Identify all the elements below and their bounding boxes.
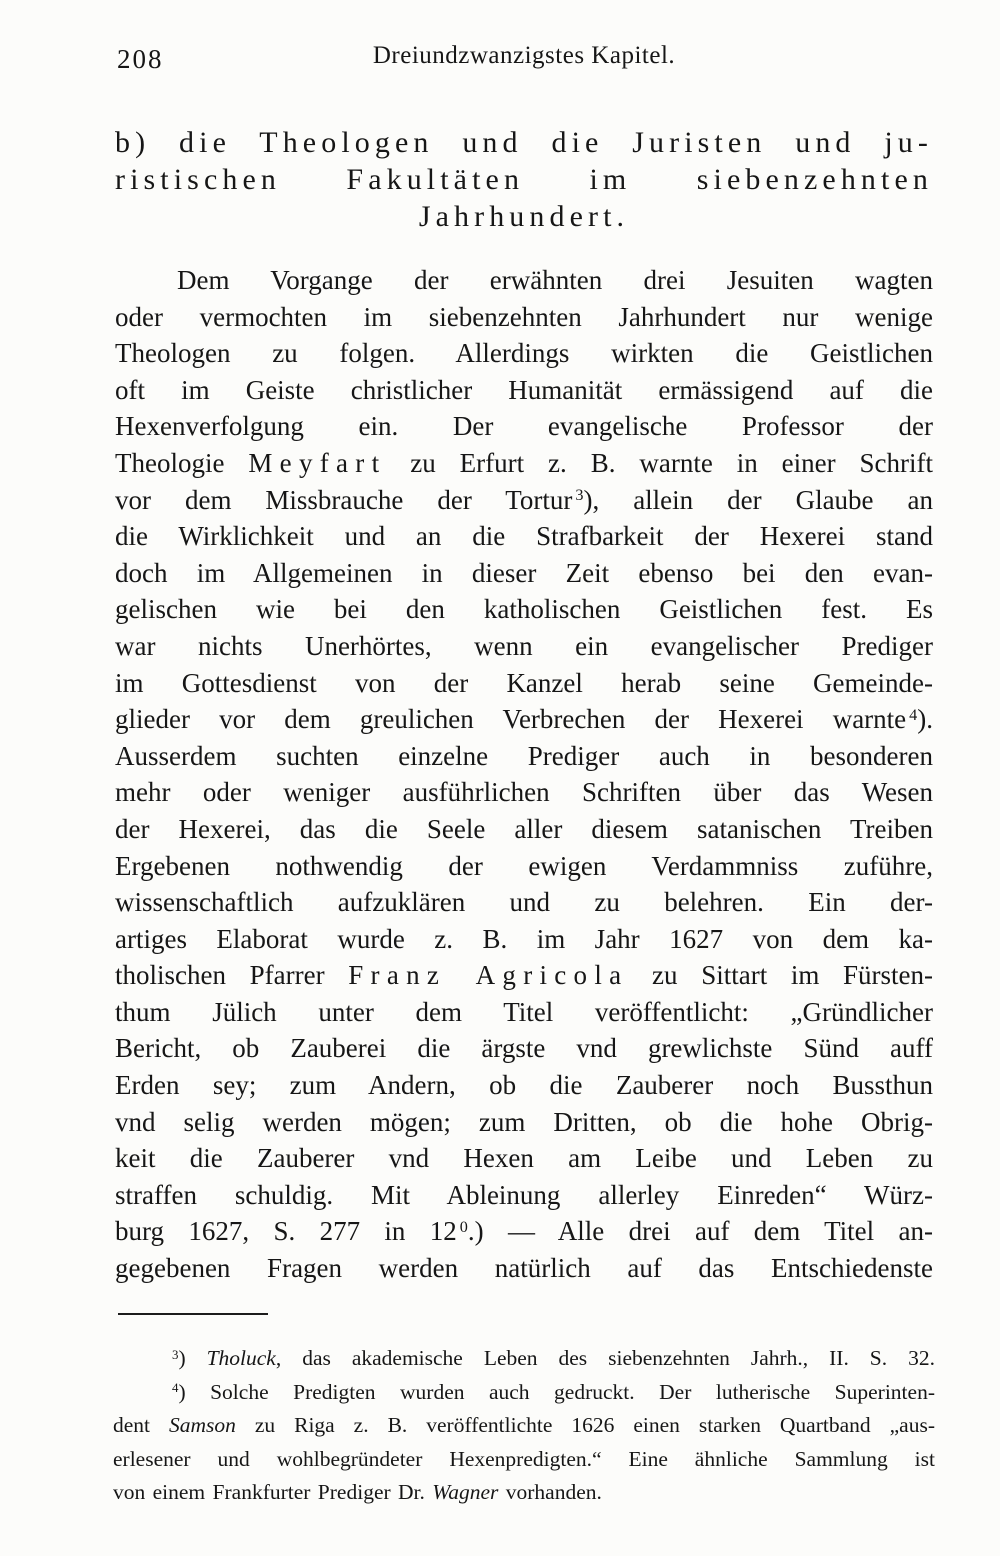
text-segment: ), allein der Glaube an xyxy=(583,484,933,515)
text-line xyxy=(115,408,933,445)
text-segment: war nichts Unerhörtes, wenn ein evangelischer Prediger xyxy=(115,630,933,661)
text-line xyxy=(115,262,933,299)
text-segment: Wagner xyxy=(432,1480,499,1504)
text-line xyxy=(115,198,933,235)
text-segment: vorhanden. xyxy=(498,1480,602,1504)
text-line xyxy=(115,1030,933,1067)
text-segment: thum Jülich unter dem Titel veröffentlicht: „Gründlicher xyxy=(115,996,933,1027)
text-segment: ) xyxy=(178,1346,207,1370)
text-line xyxy=(115,774,933,811)
page-header xyxy=(115,42,933,74)
text-segment: b) die Theologen und die Juristen und ju- xyxy=(115,126,933,159)
text-segment: Ergebenen nothwendig der ewigen Verdammniss zuführe, xyxy=(115,850,933,881)
text-line xyxy=(115,1067,933,1104)
text-segment: Ausserdem suchten einzelne Prediger auch in besonderen xyxy=(115,740,933,771)
text-segment: zu Sittart im Fürsten- xyxy=(628,960,933,991)
text-segment: gegebenen Fragen werden natürlich auf das Entschiedenste xyxy=(115,1253,933,1284)
text-segment: Samson xyxy=(168,1413,236,1437)
text-segment: Bericht, ob Zauberei die ärgste vnd grewlichste Sünd auff xyxy=(115,1033,933,1064)
footnotes-block xyxy=(113,1342,935,1510)
text-segment: doch im Allgemeinen in dieser Zeit ebenso bei den evan- xyxy=(115,557,933,588)
text-line xyxy=(115,591,933,628)
text-segment: tholischen Pfarrer xyxy=(115,960,349,991)
text-segment: dent xyxy=(113,1413,169,1437)
footnote-rule xyxy=(118,1313,268,1315)
text-segment: Dem Vorgange der erwähnten drei Jesuiten wagten xyxy=(177,265,933,295)
text-line xyxy=(113,1476,935,1510)
text-line xyxy=(115,1177,933,1214)
text-line xyxy=(115,811,933,848)
page-number: 208 xyxy=(117,44,164,74)
text-line xyxy=(115,701,933,738)
text-line xyxy=(113,1409,935,1443)
text-segment: im Gottesdienst von der Kanzel herab seine Gemeinde- xyxy=(115,667,933,698)
text-segment: zu Riga z. B. veröffentlichte 1626 einen starken Quartband „aus- xyxy=(235,1413,935,1437)
text-segment: Meyfart xyxy=(248,447,387,478)
footnote-marker: 3 xyxy=(575,486,584,505)
text-line xyxy=(113,1342,935,1376)
running-header: Dreiundzwanzigstes Kapitel. xyxy=(372,42,676,69)
text-segment: vnd selig werden mögen; zum Dritten, ob die hohe Obrig- xyxy=(115,1106,933,1137)
text-segment: burg 1627, S. 277 in 12 xyxy=(115,1216,457,1247)
footnote-marker: 4 xyxy=(909,706,918,725)
text-segment: zu Erfurt z. B. warnte in einer Schrift xyxy=(386,447,933,478)
text-line xyxy=(115,1104,933,1141)
text-segment: ). xyxy=(917,704,933,735)
text-segment: , das akademische Leben des siebenzehnten Jahrh., II. S. 32. xyxy=(275,1346,935,1370)
text-line xyxy=(115,628,933,665)
text-line xyxy=(115,372,933,409)
text-segment: wissenschaftlich aufzuklären und zu belehren. Ein der- xyxy=(115,887,933,918)
text-line xyxy=(115,921,933,958)
text-segment: oder vermochten im siebenzehnten Jahrhundert nur wenige xyxy=(115,301,933,332)
text-line xyxy=(115,335,933,372)
text-segment: Erden sey; zum Andern, ob die Zauberer noch Bussthun xyxy=(115,1070,933,1101)
text-line xyxy=(113,1443,935,1477)
text-line xyxy=(115,994,933,1031)
text-segment: glieder vor dem greulichen Verbrechen der Hexerei warnte xyxy=(115,704,907,735)
text-segment: Jahrhundert. xyxy=(418,200,630,233)
text-segment: artiges Elaborat wurde z. B. im Jahr 1627 von dem ka- xyxy=(115,923,933,954)
text-line xyxy=(115,957,933,994)
footnote-marker: 3 xyxy=(172,1347,179,1362)
footnote-marker: 0 xyxy=(459,1218,468,1237)
text-segment: ) Solche Predigten wurden auch gedruckt. Der lutherische Superinten- xyxy=(178,1379,935,1404)
text-line xyxy=(115,482,933,519)
body-paragraph xyxy=(115,262,933,1287)
text-line xyxy=(115,665,933,702)
text-segment: Theologie xyxy=(115,447,249,478)
text-segment: vor dem Missbrauche der Tortur xyxy=(115,484,573,515)
section-heading xyxy=(115,124,933,235)
text-line xyxy=(115,1213,933,1250)
text-line xyxy=(115,555,933,592)
text-line xyxy=(113,1376,935,1410)
text-segment: Tholuck xyxy=(206,1346,276,1370)
text-line xyxy=(115,884,933,921)
text-segment: .) — Alle drei auf dem Titel an- xyxy=(467,1216,933,1247)
text-line xyxy=(115,445,933,482)
text-segment: gelischen wie bei den katholischen Geistlichen fest. Es xyxy=(115,594,933,625)
text-segment: mehr oder weniger ausführlichen Schriften über das Wesen xyxy=(115,777,933,808)
text-segment: ristischen Fakultäten im siebenzehnten xyxy=(115,163,933,196)
text-line xyxy=(115,518,933,555)
text-segment: erlesener und wohlbegründeter Hexenpredigten.“ Eine ähnliche Sammlung ist xyxy=(113,1446,935,1471)
text-segment: keit die Zauberer vnd Hexen am Leibe und Leben zu xyxy=(115,1143,933,1174)
text-line xyxy=(115,848,933,885)
text-segment: der Hexerei, das die Seele aller diesem satanischen Treiben xyxy=(115,813,933,844)
text-line xyxy=(115,738,933,775)
text-line xyxy=(115,161,933,198)
footnote-marker: 4 xyxy=(172,1381,179,1396)
text-line xyxy=(115,1140,933,1177)
text-segment: Theologen zu folgen. Allerdings wirkten die Geistlichen xyxy=(115,338,933,369)
text-line xyxy=(115,124,933,161)
text-segment: Franz Agricola xyxy=(348,960,629,991)
text-line xyxy=(115,1250,933,1287)
text-line xyxy=(115,299,933,336)
text-segment: die Wirklichkeit und an die Strafbarkeit der Hexerei stand xyxy=(115,521,933,552)
text-segment: oft im Geiste christlicher Humanität ermässigend auf die xyxy=(115,374,933,405)
text-segment: straffen schuldig. Mit Ableinung allerley Einreden“ Würz- xyxy=(115,1179,933,1210)
text-segment: Hexenverfolgung ein. Der evangelische Professor der xyxy=(115,411,933,442)
text-segment: von einem Frankfurter Prediger Dr. xyxy=(113,1480,433,1504)
